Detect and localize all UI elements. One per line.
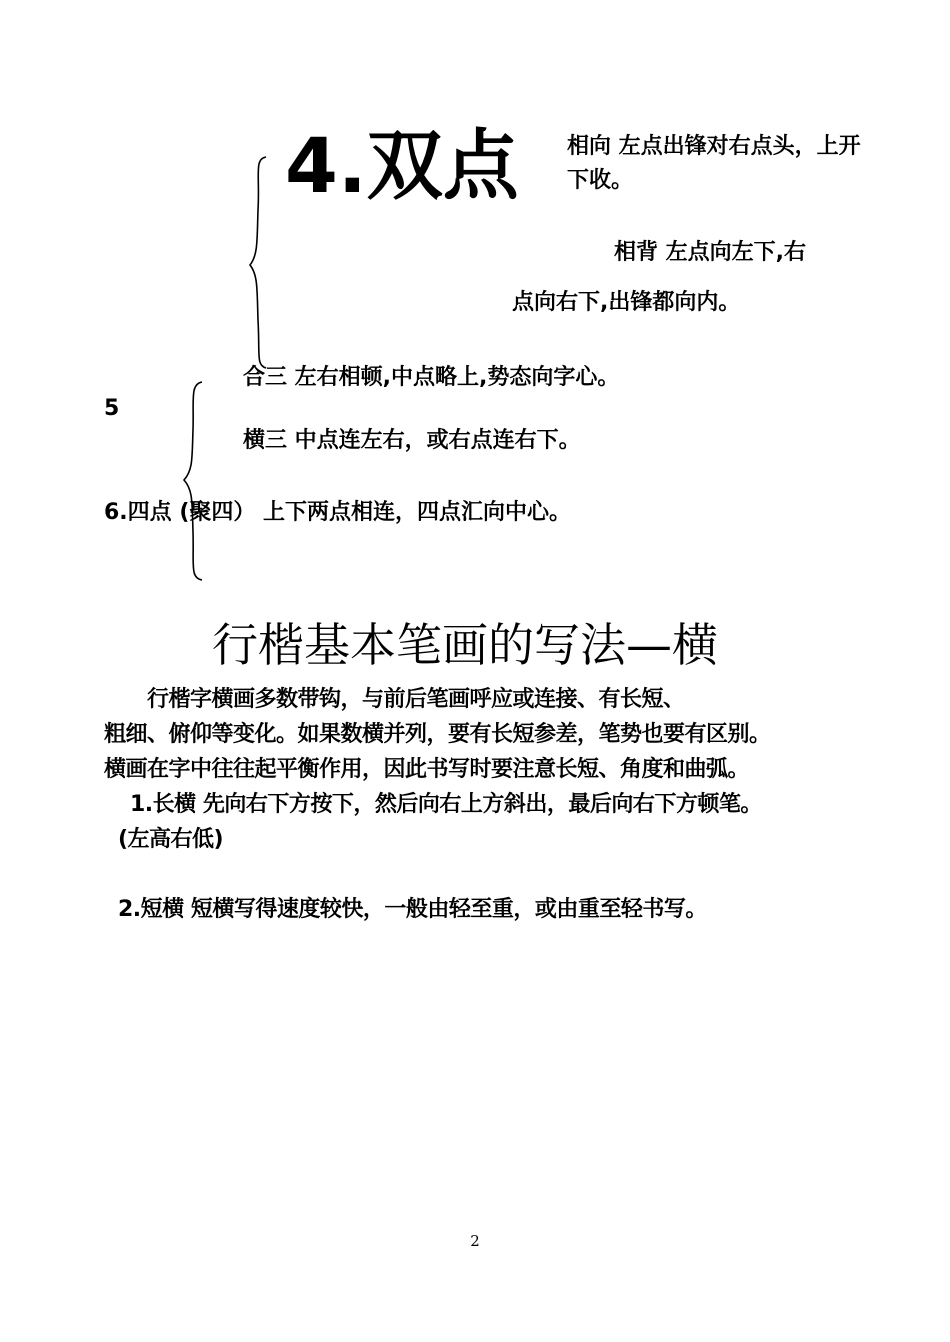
hengsan-line: 横三 中点连左右，或右点连右下。 — [243, 428, 581, 453]
xiangxiang-text: 相向 左点出锋对右点头，上开下收。 — [567, 134, 861, 193]
intro-line-2: 粗细、俯仰等变化。如果数横并列，要有长短参差，笔势也要有区别。 — [104, 722, 771, 747]
xiangbei-line-2: 点向右下,出锋都向内。 — [512, 290, 741, 315]
xiangbei-line-1: 相背 左点向左下,右 — [614, 240, 807, 265]
item-1-line-2: (左高右低) — [118, 827, 224, 852]
intro-paragraph — [104, 682, 874, 927]
left-brace-icon — [248, 155, 268, 370]
intro-line-1: 行楷字横画多数带钩，与前后笔画呼应或连接、有长短、 — [104, 687, 685, 712]
page-number: 2 — [470, 1232, 480, 1250]
item-2-line: 2.短横 短横写得速度较快，一般由轻至重，或由重至轻书写。 — [118, 897, 707, 922]
section-4-title: 4.双点 — [285, 121, 519, 210]
hesan-line: 合三 左右相顿,中点略上,势态向字心。 — [243, 365, 620, 390]
item-1-line-1: 1.长横 先向右下方按下，然后向右上方斜出，最后向右下方顿笔。 — [130, 792, 762, 817]
section-6-line: 6.四点 (聚四） 上下两点相连，四点汇向中心。 — [104, 500, 572, 525]
xiangxiang-note — [567, 130, 867, 198]
section-heading: 行楷基本笔画的写法—横 — [212, 618, 718, 672]
intro-line-3: 横画在字中往往起平衡作用，因此书写时要注意长短、角度和曲弧。 — [104, 757, 750, 782]
blank-line — [104, 857, 874, 892]
left-brace-icon — [182, 380, 204, 582]
section-5-number: 5 — [104, 396, 120, 421]
